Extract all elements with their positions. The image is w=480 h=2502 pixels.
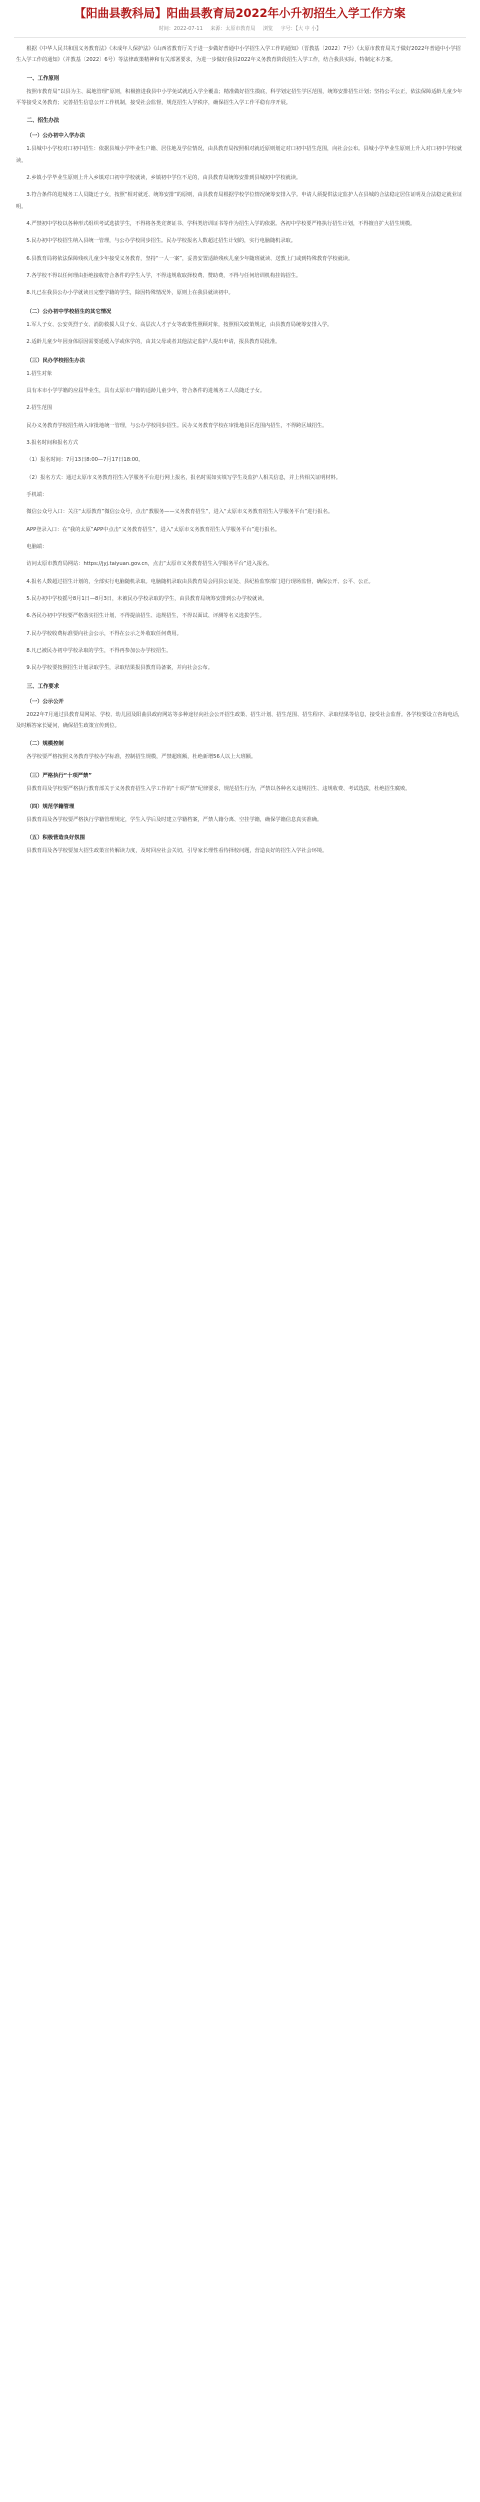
- body-paragraph: 1.军人子女、公安英烈子女、消防救援人员子女、高层次人才子女等政策性照顾对象，按照相关政策规定，由县教育局统筹安排入学。: [26, 321, 333, 328]
- body-paragraph: （2）报名方式：通过太原市义务教育招生入学服务平台进行网上报名，报名时需如实填写学生及监护人相关信息，并上传相关证明材料。: [26, 474, 341, 481]
- subsection-heading: （一）公示公开: [26, 698, 64, 705]
- subsection-heading: （五）积极营造良好氛围: [26, 835, 85, 842]
- subsection-heading: （三）民办学校招生办法: [26, 357, 85, 364]
- body-paragraph: 6.县教育局将依法保障残疾儿童少年接受义务教育，坚持“一人一案”，妥善安置适龄残疾儿童少年随班就读、送教上门或到特殊教育学校就读。: [26, 255, 354, 262]
- body-paragraph: 具有本市小学学籍的应届毕业生，具有太原市户籍的适龄儿童少年，符合条件的进城务工人员随迁子女。: [26, 387, 266, 394]
- body-paragraph: 5.民办初中学校招生纳入县统一管理，与公办学校同步招生。民办学校报名人数超过招生计划的，实行电脑随机录取。: [26, 238, 296, 245]
- body-paragraph: 7.民办学校收费标准要向社会公示，不得在公示之外收取任何费用。: [26, 630, 182, 637]
- body-paragraph: 5.民办初中学校摇号8月1日—8月3日，未被民办学校录取的学生，由县教育局统筹安排到公办学校就读。: [26, 595, 268, 602]
- font-size-switch[interactable]: 字号：【大 中 小】: [280, 26, 322, 32]
- body-paragraph: 微信公众号入口：关注“太原教育”微信公众号，点击“教服务——义务教育招生”，进入“太原市义务教育招生入学服务平台”进行报名。: [26, 509, 334, 516]
- body-paragraph: 6.各民办初中学校要严格落实招生计划，不得提前招生、违规招生，不得以面试、评测等名义选拔学生。: [26, 613, 265, 620]
- body-paragraph: 2.乡镇小学毕业生原则上升入乡镇对口初中学校就读，乡镇初中学位不足的，由县教育局统筹安排到县城初中学校就读。: [26, 175, 302, 182]
- body-paragraph: 按照市教育局“以县为主、属地管理”原则，积极推进我县中小学免试就近入学全覆盖；精准做好招生摸底，科学划定招生学区范围，统筹安排招生计划；坚持公平公正，依法保障适龄儿童少年平等接受义务教育；完善招生信息公开工作机制，接受社会监督，规范招生入学秩序，确保招生入学工作平稳有序开展。: [16, 88, 463, 107]
- body-paragraph: 7.各学校不得以任何理由拒绝接收符合条件的学生入学，不得违规收取择校费、赞助费，不得与任何培训机构挂钩招生。: [26, 273, 302, 280]
- body-paragraph: 县教育局及学校要严格执行教育部关于义务教育招生入学工作的“十项严禁”纪律要求，规范招生行为，严禁以各种名义违规招生、违规收费、考试选拔，杜绝招生腐败。: [26, 785, 411, 792]
- article-meta: [0, 25, 480, 37]
- body-paragraph: （1）报名时间：7月13日8:00—7月17日18:00。: [26, 457, 144, 464]
- subsection-heading: （一）公办初中入学办法: [26, 133, 85, 140]
- section-heading: 一、工作原则: [26, 75, 60, 82]
- body-paragraph: 3.报名时间和报名方式: [26, 439, 79, 446]
- body-paragraph: 2.适龄儿童少年因身体原因需要延缓入学或休学的，由其父母或者其他法定监护人提出申请，报县教育局批准。: [26, 339, 281, 346]
- body-paragraph: 1.招生对象: [26, 370, 53, 377]
- subsection-heading: （四）规范学籍管理: [26, 804, 75, 811]
- body-paragraph: 3.符合条件的进城务工人员随迁子女，按照“相对就近、统筹安排”的原则，由县教育局根据学校学位情况统筹安排入学。申请人须提供法定监护人在县城的合法稳定居住证明及合法稳定就业证明。: [16, 192, 463, 210]
- body-paragraph: 8.凡已被民办初中学校录取的学生，不得再参加公办学校招生。: [26, 648, 172, 654]
- body-paragraph: 1.县城中小学校对口初中招生：依据县城小学毕业生户籍、居住地及学位情况，由县教育局按照相对就近原则划定对口初中招生范围，向社会公布。县城小学毕业生原则上升入对口初中学校就读。: [16, 146, 462, 164]
- views-label: 浏览: [262, 26, 273, 32]
- article-title: 【阳曲县教科局】阳曲县教育局2022年小升初招生入学工作方案: [74, 6, 406, 20]
- source-label: 来源：太原市教育局: [210, 26, 256, 32]
- body-paragraph: 县教育局及各学校要严格执行学籍管理规定，学生入学后及时建立学籍档案，严禁人籍分离、空挂学籍，确保学籍信息真实准确。: [26, 817, 323, 824]
- body-paragraph: 2022年7月通过县教育局网站、学校、幼儿园及阳曲县政府网站等多种途径向社会公开招生政策、招生计划、招生范围、招生程序、录取结果等信息，接受社会监督。各学校要设立咨询电话，及时解答家长疑问，确保招生政策宣传到位。: [16, 711, 464, 730]
- publish-date: 时间：2022-07-11: [158, 26, 203, 32]
- body-paragraph: 手机端：: [26, 491, 48, 498]
- body-paragraph: APP登录入口：在“我的太原”APP中点击“义务教育招生”，进入“太原市义务教育招生入学服务平台”进行报名。: [26, 526, 281, 533]
- body-paragraph: 民办义务教育学校招生纳入审批地统一管理，与公办学校同步招生。民办义务教育学校在审批地县区范围内招生，不得跨区域招生。: [26, 422, 328, 429]
- body-paragraph: 县教育局及各学校要加大招生政策宣传解读力度，及时回应社会关切，引导家长理性看待择校问题，营造良好的招生入学社会环境。: [26, 848, 328, 855]
- body-paragraph: 4.报名人数超过招生计划的，全部实行电脑随机录取。电脑随机录取由县教育局会同县公证处、县纪检监察部门进行现场监督，确保公开、公平、公正。: [26, 578, 374, 585]
- body-paragraph: 根据《中华人民共和国义务教育法》《未成年人保护法》《山西省教育厅关于进一步做好普通中小学招生入学工作的通知》（晋教基〔2022〕7号）《太原市教育局关于做好2022年普通中小学招生入学工作的通知》（并教基〔2022〕6号）等法律政策精神和有关部署要求，为进一步做好我县2022年义务教育阶段招生入学工作，结合我县实际，特制定本方案。: [16, 46, 461, 64]
- body-paragraph: 访问太原市教育局网站：https://jyj.taiyuan.gov.cn，点击“太原市义务教育招生入学服务平台”进入报名。: [26, 561, 273, 568]
- section-heading: 二、招生办法: [26, 118, 60, 125]
- body-paragraph: 9.民办学校要按照招生计划录取学生，录取结果报县教育局备案，并向社会公布。: [26, 665, 213, 672]
- title-divider: [14, 37, 466, 38]
- section-heading: 三、工作要求: [26, 683, 60, 690]
- subsection-heading: （二）公办初中学校招生的其它情况: [26, 308, 112, 315]
- body-paragraph: 4.严禁初中学校以各种形式组织考试选拔学生，不得将各类竞赛证书、学科类培训证书等作为招生入学的依据。各初中学校要严格执行招生计划，不得擅自扩大招生规模。: [26, 221, 416, 228]
- body-paragraph: 各学校要严格按照义务教育学校办学标准，控制招生规模，严禁超班额，杜绝新增56人以上大班额。: [26, 754, 257, 761]
- article-body: [0, 44, 480, 858]
- body-paragraph: 电脑端：: [26, 543, 48, 550]
- body-paragraph: 8.凡已在我县公办小学就读且完整学籍的学生，除因特殊情况外，原则上在我县就读初中。: [26, 290, 234, 297]
- subsection-heading: （三）严格执行“十项严禁”: [26, 772, 92, 779]
- subsection-heading: （二）规模控制: [26, 741, 64, 748]
- body-paragraph: 2.招生范围: [26, 405, 53, 412]
